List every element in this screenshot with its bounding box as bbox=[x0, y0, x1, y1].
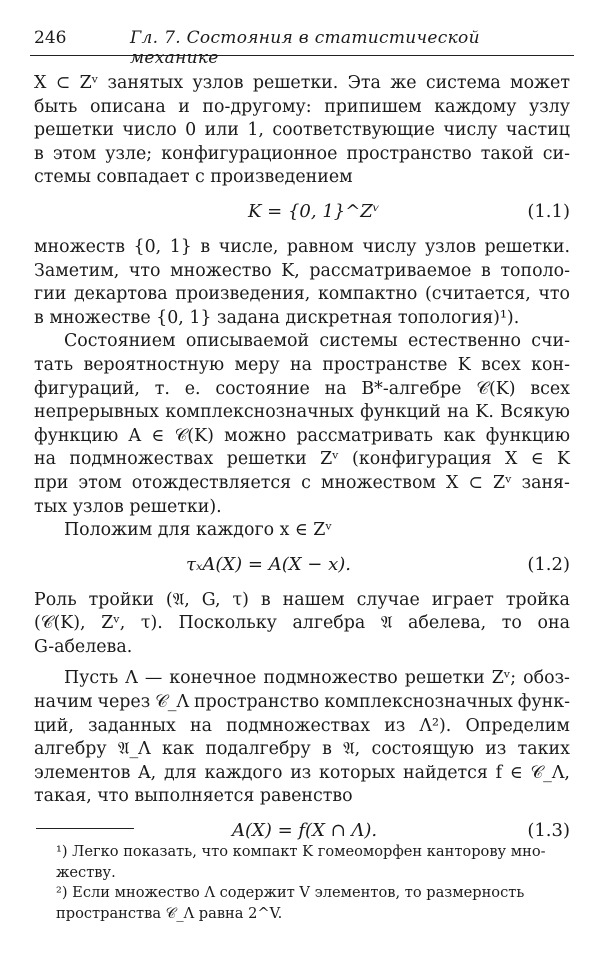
equation-formula: τₓA(X) = A(X − x). bbox=[186, 553, 351, 575]
word: состоящую bbox=[371, 739, 475, 760]
word: пространство bbox=[193, 692, 320, 713]
word: 𝒞_Λ bbox=[155, 692, 190, 713]
word: т. bbox=[154, 378, 170, 399]
word: конечное bbox=[169, 668, 257, 689]
word: 𝒞_Λ, bbox=[530, 762, 570, 783]
word: τ). bbox=[140, 613, 163, 634]
word: припишем bbox=[324, 96, 422, 117]
word: на bbox=[189, 715, 212, 736]
word: этом bbox=[78, 472, 122, 493]
text-line bbox=[34, 354, 570, 378]
word: {0, bbox=[133, 236, 162, 257]
word: Всякую bbox=[500, 402, 570, 423]
word: функций bbox=[360, 402, 441, 423]
word: произведения, bbox=[175, 284, 311, 305]
word: тройка bbox=[505, 589, 570, 610]
word: X bbox=[504, 449, 518, 470]
text-line bbox=[34, 612, 570, 636]
word: такой bbox=[480, 143, 534, 164]
word: счи- bbox=[531, 331, 570, 352]
word: фигураций, bbox=[34, 378, 140, 399]
running-title: Гл. 7. Состояния в статистической механике bbox=[130, 28, 480, 68]
word: пространство bbox=[346, 143, 472, 164]
equation-number: (1.1) bbox=[527, 200, 570, 222]
word: на bbox=[324, 378, 347, 399]
word: решетки bbox=[226, 449, 307, 470]
word: рассматривать bbox=[296, 425, 434, 446]
text-line bbox=[34, 472, 570, 496]
word: алгебра bbox=[292, 613, 366, 634]
word: каждому bbox=[434, 96, 517, 117]
footnote-1: ¹) Легко показать, что компакт K гомеоморфен канторову мно-жеству. bbox=[56, 843, 546, 881]
word: подмножество bbox=[263, 668, 398, 689]
word: 1} bbox=[169, 236, 192, 257]
text-line bbox=[34, 691, 570, 715]
word: же bbox=[390, 73, 417, 93]
equation-number: (1.3) bbox=[527, 820, 570, 842]
word: Λ²). bbox=[419, 715, 452, 736]
word: функцию bbox=[34, 425, 119, 446]
word: Пусть bbox=[64, 668, 119, 689]
word: решетки bbox=[404, 668, 485, 689]
word: τ) bbox=[232, 589, 249, 610]
word: (считается, bbox=[424, 284, 531, 305]
word: декартова bbox=[73, 284, 168, 305]
text-line: в множестве {0, 1} задана дискретная топология)¹). bbox=[34, 307, 520, 328]
word: узлов bbox=[424, 236, 476, 257]
word: подмножествах bbox=[226, 715, 371, 736]
text-line bbox=[34, 378, 570, 402]
word: Zᵛ bbox=[320, 449, 339, 470]
word: тополо- bbox=[500, 260, 570, 281]
word: в bbox=[481, 260, 491, 281]
text-line: Положим для каждого x ∈ Zᵛ bbox=[64, 520, 332, 541]
word: множество bbox=[170, 260, 272, 281]
equation-number: (1.2) bbox=[527, 553, 570, 575]
text-line: стемы совпадает с произведением bbox=[34, 167, 353, 188]
word: всех bbox=[530, 378, 570, 399]
word: Эта bbox=[347, 73, 381, 93]
word: система bbox=[425, 73, 501, 93]
word: ∈ bbox=[530, 449, 544, 470]
word: Zᵛ bbox=[493, 472, 512, 493]
word: при bbox=[34, 472, 69, 493]
word: играет bbox=[431, 589, 494, 610]
word: и bbox=[178, 96, 190, 117]
word: то bbox=[501, 613, 522, 634]
text-line bbox=[34, 260, 570, 284]
word: элементов bbox=[34, 762, 131, 783]
word: пространстве bbox=[322, 354, 448, 375]
word: абелева, bbox=[408, 613, 487, 634]
word: в bbox=[34, 143, 44, 164]
word: подалгебру bbox=[205, 739, 311, 760]
word: K bbox=[457, 354, 471, 375]
word: тройки bbox=[88, 589, 154, 610]
word: меру bbox=[234, 354, 280, 375]
equation-1-1 bbox=[34, 190, 570, 236]
word: ций, bbox=[34, 715, 74, 736]
word: рассматриваемое bbox=[309, 260, 472, 281]
text-line bbox=[34, 667, 570, 691]
word: или bbox=[204, 120, 239, 141]
word: (𝒞(K), bbox=[34, 613, 86, 634]
word: случае bbox=[356, 589, 420, 610]
text-line bbox=[34, 330, 570, 354]
text-line bbox=[34, 143, 570, 167]
text-line bbox=[34, 738, 570, 762]
word: числе, bbox=[218, 236, 279, 257]
word: найдется bbox=[403, 762, 488, 783]
word: ⊂ bbox=[468, 472, 483, 493]
word: узлу bbox=[529, 96, 570, 117]
text-line: такая, что выполняется равенство bbox=[34, 786, 353, 807]
word: X bbox=[34, 73, 47, 93]
running-header bbox=[34, 28, 570, 68]
word: как bbox=[443, 425, 476, 446]
word: что bbox=[538, 284, 570, 305]
word: число bbox=[122, 120, 177, 141]
text-line: G-абелева. bbox=[34, 636, 133, 657]
word: кон- bbox=[531, 354, 570, 375]
word: функ- bbox=[517, 692, 570, 713]
text-line bbox=[34, 119, 570, 143]
word: непрерывных bbox=[34, 402, 159, 423]
word: K, bbox=[281, 260, 300, 281]
word: числу bbox=[443, 120, 498, 141]
footnote-rule bbox=[36, 828, 134, 829]
word: X bbox=[445, 472, 459, 493]
word: заня- bbox=[521, 472, 570, 493]
word: множеств bbox=[34, 236, 126, 257]
word: решетки bbox=[34, 120, 114, 141]
word: нашем bbox=[282, 589, 345, 610]
word: по-другому: bbox=[202, 96, 312, 117]
word: f bbox=[495, 762, 503, 783]
text-line bbox=[34, 236, 570, 260]
word: через bbox=[97, 692, 151, 713]
word: занятых bbox=[107, 73, 184, 93]
word: — bbox=[144, 668, 163, 689]
word: с bbox=[301, 472, 311, 493]
word: Λ bbox=[125, 668, 138, 689]
word: соответствующие bbox=[272, 120, 435, 141]
equation-formula: K = {0, 1}^Zᵛ bbox=[248, 200, 380, 222]
word: из bbox=[290, 762, 312, 783]
word: из bbox=[384, 715, 406, 736]
word: этом bbox=[52, 143, 97, 164]
word: конфигурационное bbox=[161, 143, 338, 164]
text-line bbox=[34, 715, 570, 739]
word: Заметим, bbox=[34, 260, 120, 281]
word: A bbox=[128, 425, 142, 446]
word: всех bbox=[481, 354, 521, 375]
word: 𝒞(K) bbox=[476, 378, 516, 399]
word: ∈ bbox=[509, 762, 523, 783]
word: в bbox=[260, 589, 271, 610]
word: 𝔄_Λ bbox=[117, 739, 151, 760]
word: узле; bbox=[105, 143, 153, 164]
main-text bbox=[34, 72, 570, 855]
word: для bbox=[163, 762, 197, 783]
word: гии bbox=[34, 284, 67, 305]
word: из bbox=[485, 739, 507, 760]
word: она bbox=[537, 613, 570, 634]
word: ∈ bbox=[151, 425, 165, 446]
word: на bbox=[34, 449, 56, 470]
word: на bbox=[290, 354, 312, 375]
text-line bbox=[34, 448, 570, 472]
word: может bbox=[510, 73, 570, 93]
word: подмножествах bbox=[69, 449, 214, 470]
word: алгебру bbox=[34, 739, 107, 760]
word: комплекснозначных bbox=[324, 692, 513, 713]
word: Роль bbox=[34, 589, 77, 610]
page-number: 246 bbox=[34, 28, 67, 48]
word: 𝒞(K) bbox=[174, 425, 214, 446]
word: G, bbox=[201, 589, 221, 610]
footnotes bbox=[34, 842, 570, 924]
word: A, bbox=[138, 762, 157, 783]
word: е. bbox=[184, 378, 201, 399]
word: быть bbox=[34, 96, 78, 117]
word: Zᵛ bbox=[79, 73, 99, 93]
word: можно bbox=[224, 425, 287, 446]
text-line bbox=[34, 96, 570, 120]
word: K bbox=[557, 449, 570, 470]
word: на bbox=[447, 402, 470, 423]
word: заданных bbox=[88, 715, 176, 736]
word: вероятностную bbox=[83, 354, 225, 375]
word: функцию bbox=[485, 425, 570, 446]
word: B*-алгебре bbox=[361, 378, 462, 399]
word: решетки. bbox=[484, 236, 570, 257]
word: которых bbox=[319, 762, 396, 783]
text-line bbox=[34, 72, 570, 96]
word: равном bbox=[286, 236, 354, 257]
text-line: тых узлов решетки). bbox=[34, 496, 222, 517]
word: комплекснозначных bbox=[165, 402, 354, 423]
word: естественно bbox=[407, 331, 522, 352]
word: описываемой bbox=[185, 331, 310, 352]
word: K. bbox=[475, 402, 494, 423]
text-line bbox=[34, 589, 570, 613]
word: что bbox=[128, 260, 161, 281]
word: числу bbox=[362, 236, 417, 257]
text-line bbox=[34, 401, 570, 425]
word: как bbox=[161, 739, 195, 760]
word: 0 bbox=[185, 120, 197, 141]
word: узлов bbox=[192, 73, 244, 93]
word: 1, bbox=[247, 120, 264, 141]
word: Поскольку bbox=[178, 613, 277, 634]
word: тать bbox=[34, 354, 74, 375]
text-line bbox=[34, 425, 570, 449]
word: компактно bbox=[317, 284, 418, 305]
word: 𝔄, bbox=[343, 739, 361, 760]
word: решетки. bbox=[252, 73, 339, 93]
word: системы bbox=[319, 331, 398, 352]
word: Zᵛ, bbox=[101, 613, 126, 634]
word: Zᵛ; bbox=[491, 668, 517, 689]
equation-formula: A(X) = f(X ∩ Λ). bbox=[232, 820, 378, 842]
word: каждого bbox=[204, 762, 283, 783]
word: в bbox=[322, 739, 332, 760]
word: (конфигурация bbox=[352, 449, 492, 470]
word: 𝔄 bbox=[380, 613, 393, 634]
word: обоз- bbox=[523, 668, 570, 689]
word: начим bbox=[34, 692, 93, 713]
text-line bbox=[34, 283, 570, 307]
word: таких bbox=[517, 739, 570, 760]
word: (𝔄, bbox=[165, 589, 190, 610]
word: отождествляется bbox=[131, 472, 292, 493]
word: ⊂ bbox=[55, 73, 71, 93]
footnote-2: ²) Если множество Λ содержит V элементов, то размерность пространства 𝒞_Λ равна 2^V. bbox=[56, 884, 525, 922]
word: состояние bbox=[215, 378, 310, 399]
word: си- bbox=[542, 143, 570, 164]
word: множеством bbox=[320, 472, 436, 493]
word: частиц bbox=[505, 120, 570, 141]
equation-1-2 bbox=[34, 543, 570, 589]
word: Состоянием bbox=[64, 331, 176, 352]
word: описана bbox=[89, 96, 166, 117]
word: Определим bbox=[465, 715, 570, 736]
word: в bbox=[200, 236, 211, 257]
text-line bbox=[34, 762, 570, 786]
header-rule bbox=[30, 55, 574, 56]
